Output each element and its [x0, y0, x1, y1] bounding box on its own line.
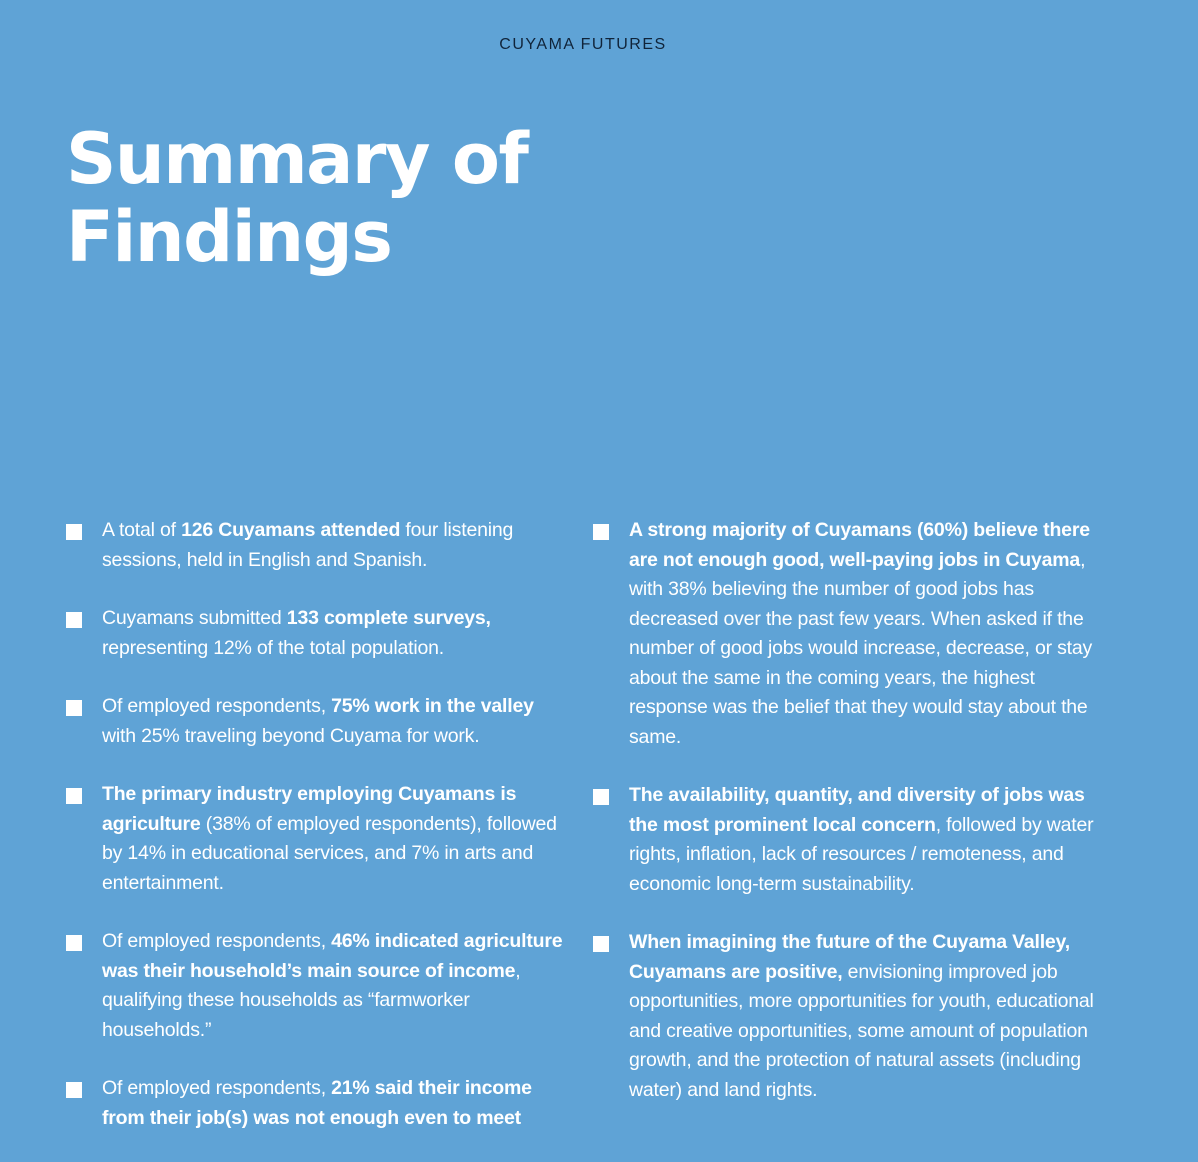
finding-text: When imagining the future of the Cuyama Valley, Cuyamans are positive, envisioning improved job opportunities, more opportunities for youth, educational and creative opportunities, some amount of population growth, and the protection of natural assets (including water) and land rights.: [629, 931, 1094, 1101]
finding-item: [66, 927, 566, 1045]
square-bullet-icon: [66, 935, 82, 951]
square-bullet-icon: [66, 700, 82, 716]
findings-right-column: [593, 516, 1098, 1134]
page-title-line-2: Findings: [66, 196, 392, 278]
page-title-line-1: Summary of: [66, 118, 528, 200]
square-bullet-icon: [66, 612, 82, 628]
square-bullet-icon: [593, 524, 609, 540]
finding-item: [66, 1074, 566, 1133]
finding-text: Of employed respondents, 21% said their income from their job(s) was not enough even to meet: [102, 1077, 532, 1129]
finding-item: [66, 604, 566, 663]
square-bullet-icon: [593, 789, 609, 805]
finding-text: The availability, quantity, and diversity of jobs was the most prominent local concern, followed by water rights, inflation, lack of resources / remoteness, and economic long-term sustainability.: [629, 784, 1094, 895]
page-title: [66, 120, 527, 276]
finding-text: The primary industry employing Cuyamans is agriculture (38% of employed respondents), followed by 14% in educational services, and 7% in arts and entertainment.: [102, 783, 557, 894]
finding-text: Cuyamans submitted 133 complete surveys, representing 12% of the total population.: [102, 607, 491, 659]
square-bullet-icon: [66, 1082, 82, 1098]
findings-left-column: [66, 516, 566, 1162]
finding-item: [66, 516, 566, 575]
finding-text: A strong majority of Cuyamans (60%) believe there are not enough good, well-paying jobs in Cuyama, with 38% believing the number of good jobs has decreased over the past few years. When asked if the number of good jobs would increase, decrease, or stay about the same in the coming years, the highest response was the belief that they would stay about the same.: [629, 519, 1093, 748]
running-header: CUYAMA FUTURES: [499, 36, 667, 53]
finding-text: A total of 126 Cuyamans attended four listening sessions, held in English and Spanish.: [102, 519, 514, 571]
square-bullet-icon: [593, 936, 609, 952]
finding-item: [593, 928, 1098, 1105]
finding-item: [593, 516, 1098, 752]
finding-item: [593, 781, 1098, 899]
finding-item: [66, 692, 566, 751]
square-bullet-icon: [66, 788, 82, 804]
finding-text: Of employed respondents, 46% indicated agriculture was their household’s main source of income, qualifying these households as “farmworker households.”: [102, 930, 563, 1041]
finding-text: Of employed respondents, 75% work in the valley with 25% traveling beyond Cuyama for work.: [102, 695, 534, 747]
square-bullet-icon: [66, 524, 82, 540]
finding-item: [66, 780, 566, 898]
